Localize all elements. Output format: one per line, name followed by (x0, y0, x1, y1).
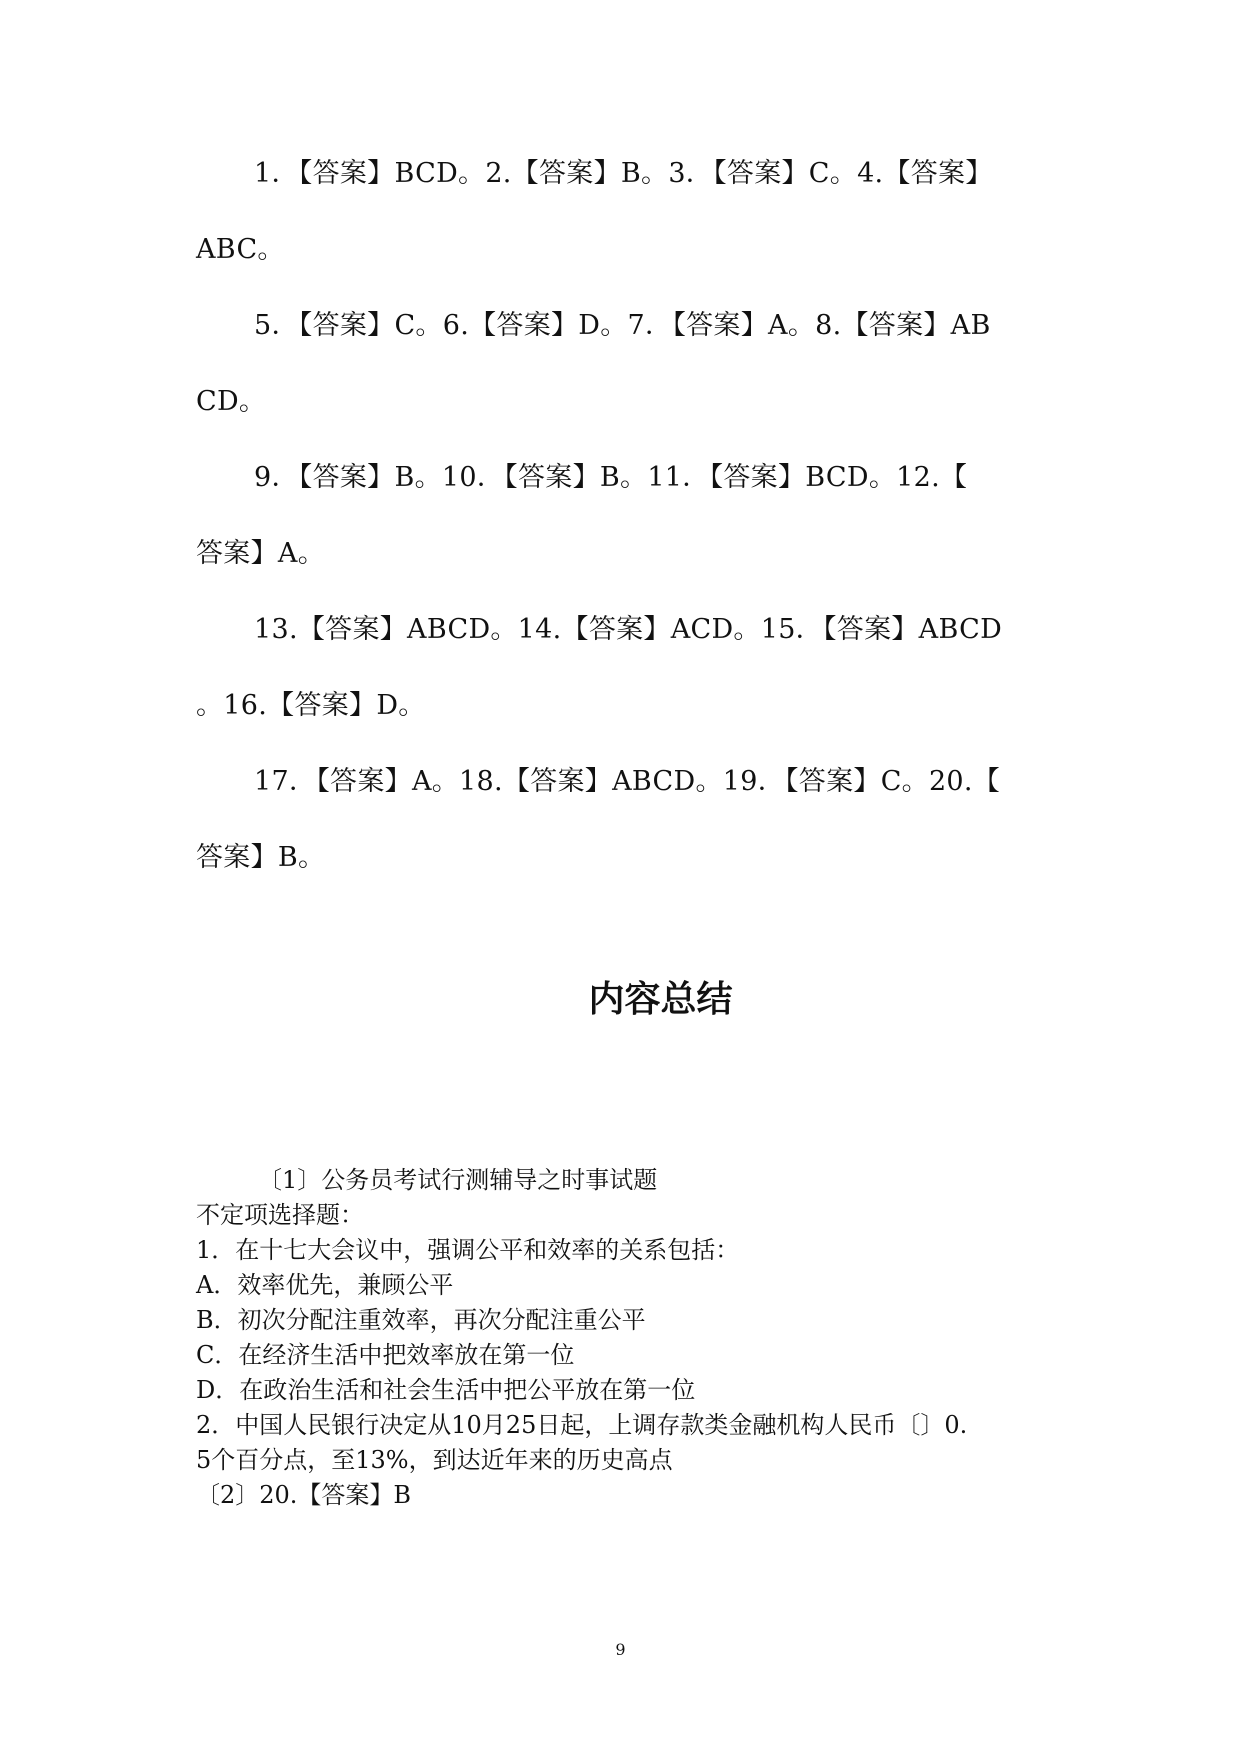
summary-line-10: 〔2〕20.【答案】B (196, 1481, 412, 1509)
answer-line-4: CD。 (196, 386, 267, 417)
summary-line-3: 1．在十七大会议中，强调公平和效率的关系包括： (196, 1236, 740, 1264)
answer-line-2: ABC。 (196, 234, 285, 265)
summary-line-1: 〔1〕公务员考试行测辅导之时事试题 (258, 1166, 658, 1194)
answer-line-1: 1．【答案】BCD。2.【答案】B。3．【答案】C。4.【答案】 (254, 158, 993, 189)
answer-line-9: 17．【答案】A。18.【答案】ABCD。19．【答案】C。20.【 (254, 766, 1001, 797)
answer-line-10: 答案】B。 (196, 842, 326, 873)
summary-body (196, 1163, 1076, 1513)
answer-line-8: 。16.【答案】D。 (196, 690, 426, 721)
answer-line-6: 答案】A。 (196, 538, 325, 569)
page-number: 9 (615, 1640, 626, 1659)
summary-line-2: 不定项选择题： (196, 1201, 364, 1229)
answer-line-7: 13.【答案】ABCD。14.【答案】ACD。15．【答案】ABCD (254, 614, 1003, 645)
answer-key (196, 136, 1051, 896)
summary-heading: 内容总结 (588, 979, 733, 1020)
summary-line-5: B．初次分配注重效率，再次分配注重公平 (196, 1306, 646, 1334)
summary-line-4: A．效率优先，兼顾公平 (196, 1271, 454, 1299)
summary-line-7: D．在政治生活和社会生活中把公平放在第一位 (196, 1376, 696, 1404)
answer-line-5: 9．【答案】B。10．【答案】B。11．【答案】BCD。12.【 (254, 462, 968, 493)
answer-line-3: 5．【答案】C。6.【答案】D。7．【答案】A。8.【答案】AB (254, 310, 991, 341)
summary-line-8: 2．中国人民银行决定从10月25日起，上调存款类金融机构人民币〔〕0. (196, 1411, 968, 1439)
summary-line-9: 5个百分点，至13%，到达近年来的历史高点 (196, 1446, 673, 1474)
summary-line-6: C．在经济生活中把效率放在第一位 (196, 1341, 575, 1369)
